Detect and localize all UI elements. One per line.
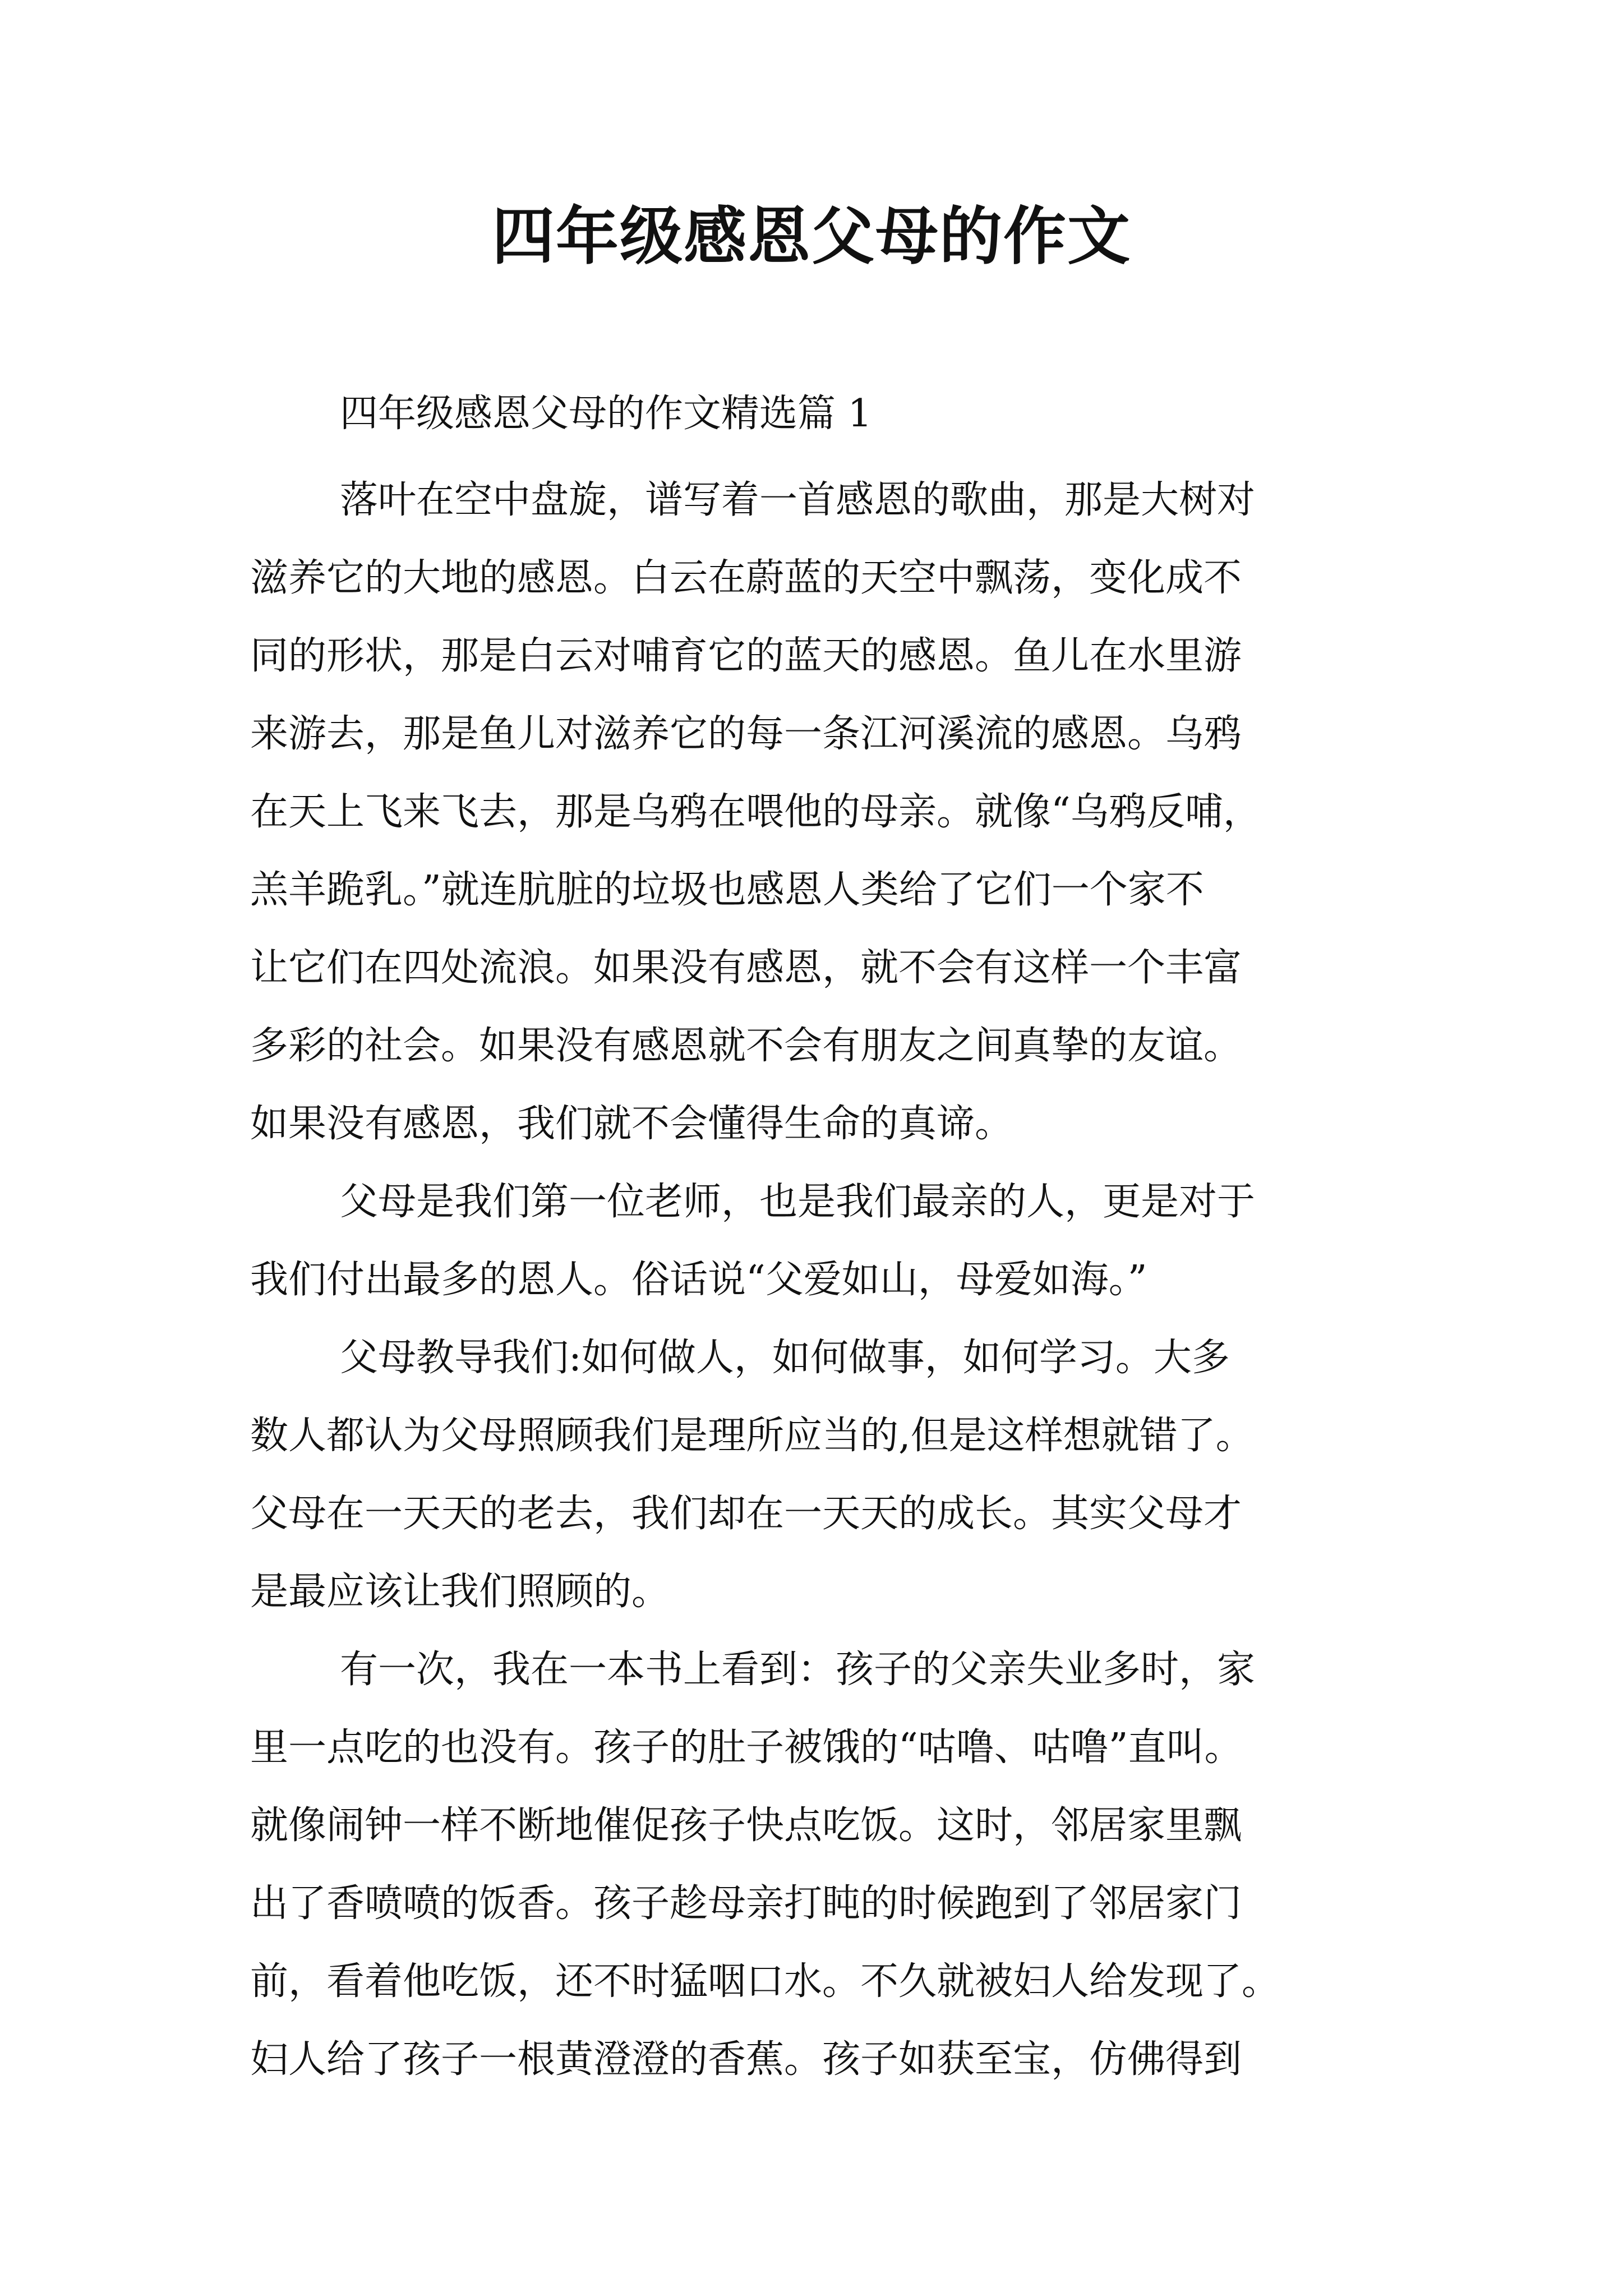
text-line: 父母在一天天的老去，我们却在一天天的成长。其实父母才 bbox=[250, 1492, 1242, 1536]
text-line: 来游去，那是鱼儿对滋养它的每一条江河溪流的感恩。乌鸦 bbox=[250, 712, 1242, 756]
text-line: 父母是我们第一位老师，也是我们最亲的人，更是对于 bbox=[340, 1180, 1256, 1224]
text-line: 我们付出最多的恩人。俗话说“父爱如山，母爱如海。” bbox=[250, 1258, 1147, 1302]
text-line: 就像闹钟一样不断地催促孩子快点吃饭。这时，邻居家里飘 bbox=[250, 1803, 1242, 1848]
text-line: 父母教导我们:如何做人，如何做事，如何学习。大多 bbox=[340, 1336, 1230, 1380]
text-line: 出了香喷喷的饭香。孩子趁母亲打盹的时候跑到了邻居家门 bbox=[250, 1881, 1242, 1926]
document-title: 四年级感恩父母的作文 bbox=[492, 200, 1131, 273]
text-line: 是最应该让我们照顾的。 bbox=[250, 1570, 670, 1614]
text-line: 妇人给了孩子一根黄澄澄的香蕉。孩子如获至宝，仿佛得到 bbox=[250, 2037, 1242, 2082]
text-line: 有一次，我在一本书上看到：孩子的父亲失业多时，家 bbox=[340, 1648, 1256, 1692]
text-line: 多彩的社会。如果没有感恩就不会有朋友之间真挚的友谊。 bbox=[250, 1024, 1242, 1068]
text-line: 滋养它的大地的感恩。白云在蔚蓝的天空中飘荡，变化成不 bbox=[250, 556, 1242, 600]
text-line: 羔羊跪乳。”就连肮脏的垃圾也感恩人类给了它们一个家不 bbox=[250, 868, 1204, 912]
text-line: 数人都认为父母照顾我们是理所应当的,但是这样想就错了。 bbox=[250, 1414, 1254, 1458]
section-heading: 四年级感恩父母的作文精选篇 1 bbox=[340, 392, 872, 436]
text-line: 前，看着他吃饭，还不时猛咽口水。不久就被妇人给发现了。 bbox=[250, 1959, 1280, 2004]
text-line: 让它们在四处流浪。如果没有感恩，就不会有这样一个丰富 bbox=[250, 946, 1242, 990]
text-line: 如果没有感恩，我们就不会懂得生命的真谛。 bbox=[250, 1102, 1013, 1146]
text-line: 在天上飞来飞去，那是乌鸦在喂他的母亲。就像“乌鸦反哺， bbox=[250, 790, 1261, 834]
text-line: 里一点吃的也没有。孩子的肚子被饿的“咕噜、咕噜”直叫。 bbox=[250, 1726, 1243, 1770]
text-line: 同的形状，那是白云对哺育它的蓝天的感恩。鱼儿在水里游 bbox=[250, 634, 1242, 678]
body-text bbox=[250, 461, 1412, 2099]
text-line: 落叶在空中盘旋，谱写着一首感恩的歌曲，那是大树对 bbox=[340, 478, 1256, 522]
